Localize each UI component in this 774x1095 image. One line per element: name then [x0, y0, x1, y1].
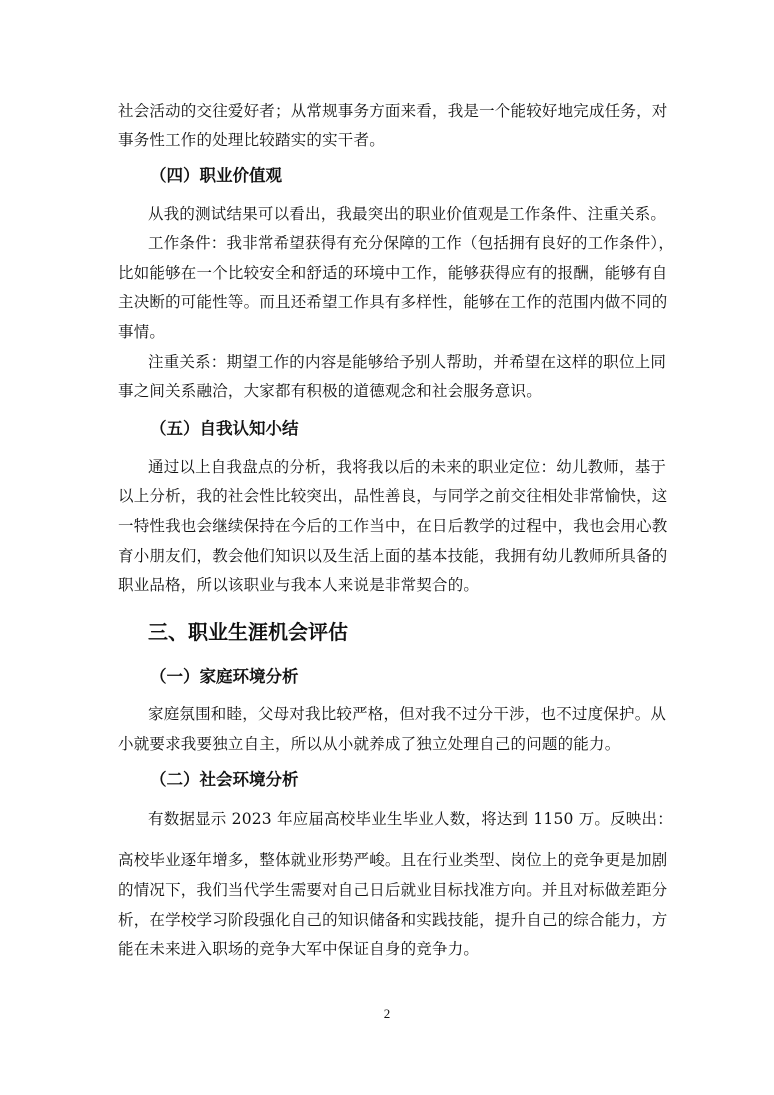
paragraph-line: 职业品格，所以该职业与我本人来说是非常契合的。	[118, 576, 480, 594]
section-heading: （一）家庭环境分析	[150, 667, 299, 686]
paragraph-line: 通过以上自我盘点的分析，我将我以后的未来的职业定位：幼儿教师，基于	[148, 458, 667, 476]
paragraph-line: 事之间关系融洽，大家都有积极的道德观念和社会服务意识。	[118, 382, 542, 400]
section-heading: （四）职业价值观	[150, 166, 282, 185]
section-heading: （二）社会环境分析	[150, 770, 299, 789]
paragraph-line: 能在未来进入职场的竞争大军中保证自身的竞争力。	[118, 940, 480, 958]
paragraph-line: 事务性工作的处理比较踏实的实干者。	[118, 131, 385, 149]
paragraph-line: 析，在学校学习阶段强化自己的知识储备和实践技能，提升自己的综合能力，方	[118, 911, 668, 929]
page-number: 2	[383, 1006, 391, 1021]
paragraph-line: 注重关系：期望工作的内容是能够给予别人帮助，并希望在这样的职位上同	[148, 353, 667, 371]
paragraph-line: 高校毕业逐年增多，整体就业形势严峻。且在行业类型、岗位上的竞争更是加剧	[118, 851, 668, 869]
paragraph-line: 事情。	[118, 323, 166, 341]
paragraph-line: 比如能够在一个比较安全和舒适的环境中工作，能够获得应有的报酬，能够有自	[118, 264, 668, 282]
chapter-heading: 三、职业生涯机会评估	[148, 620, 348, 644]
paragraph-line: 育小朋友们，教会他们知识以及生活上面的基本技能，我拥有幼儿教师所具备的	[118, 547, 668, 565]
paragraph-line: 一特性我也会继续保持在今后的工作当中，在日后教学的过程中，我也会用心教	[118, 517, 668, 535]
paragraph-line: 的情况下，我们当代学生需要对自己日后就业目标找准方向。并且对标做差距分	[118, 881, 668, 899]
paragraph-line: 以上分析，我的社会性比较突出，品性善良，与同学之前交往相处非常愉快，这	[118, 487, 668, 505]
paragraph-line: 家庭氛围和睦，父母对我比较严格，但对我不过分干涉，也不过度保护。从	[148, 705, 667, 723]
paragraph-line: 工作条件：我非常希望获得有充分保障的工作（包括拥有良好的工作条件），	[148, 234, 675, 252]
paragraph-line: 小就要求我要独立自主，所以从小就养成了独立处理自己的问题的能力。	[118, 735, 621, 753]
paragraph-line: 从我的测试结果可以看出，我最突出的职业价值观是工作条件、注重关系。	[148, 205, 667, 223]
section-heading: （五）自我认知小结	[150, 419, 299, 438]
paragraph-line: 社会活动的交往爱好者；从常规事务方面来看，我是一个能较好地完成任务，对	[118, 102, 668, 120]
paragraph-line: 有数据显示 2023 年应届高校毕业生毕业人数，将达到 1150 万。反映出：	[148, 810, 673, 828]
paragraph-line: 主决断的可能性等。而且还希望工作具有多样性，能够在工作的范围内做不同的	[118, 293, 668, 311]
